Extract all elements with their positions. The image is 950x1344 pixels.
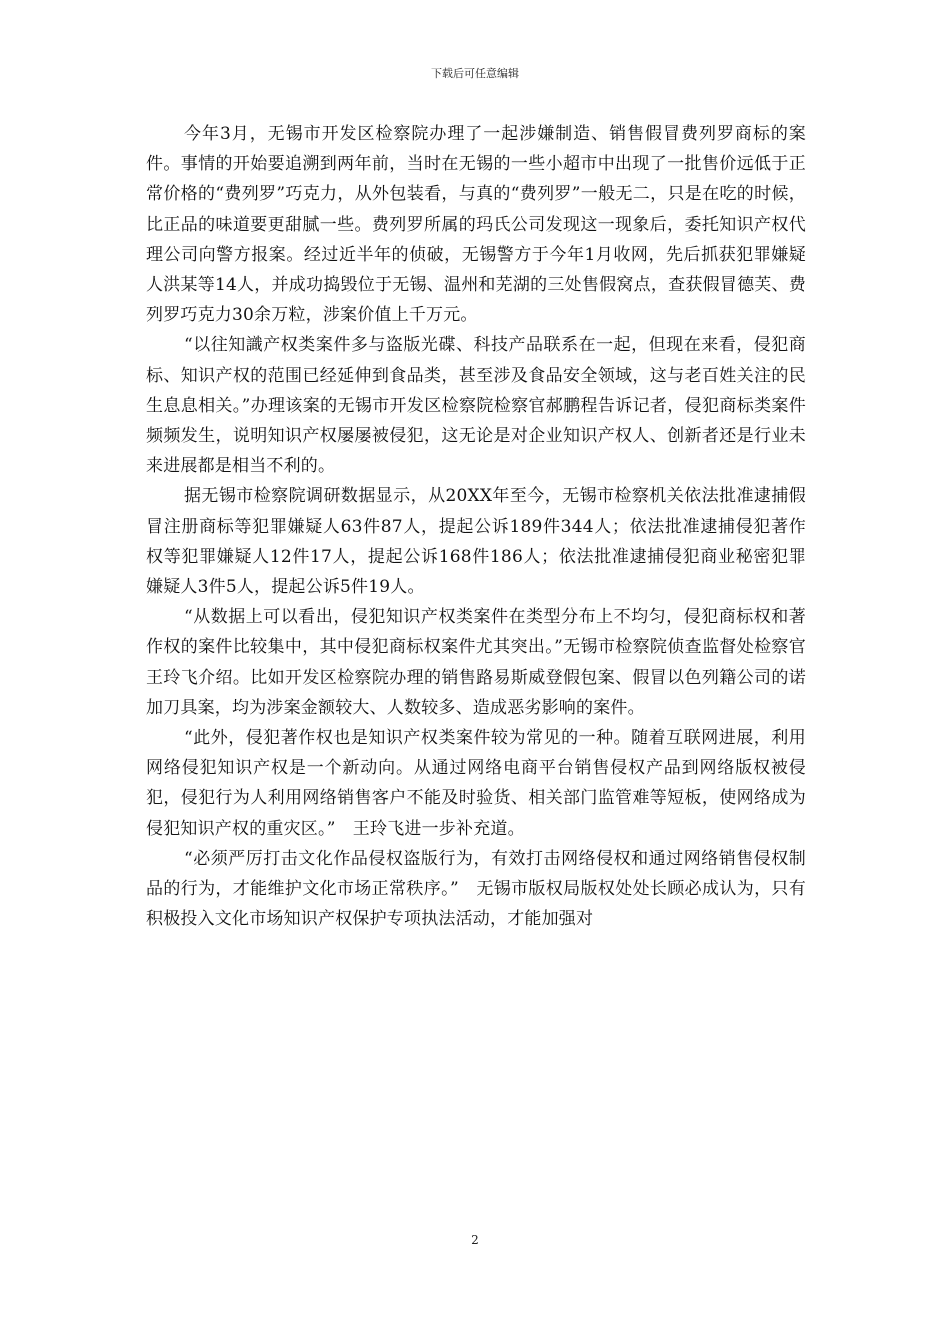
paragraph-6: “必须严厉打击文化作品侵权盗版行为，有效打击网络侵权和通过网络销售侵权制品的行为，才能维护文化市场正常秩序。” 无锡市版权局版权处处长顾必成认为，只有积极投入文化市场知识产权保护专项执法活动，才能加强对: [146, 848, 806, 930]
paragraph-4: “从数据上可以看出，侵犯知识产权类案件在类型分布上不均匀，侵犯商标权和著作权的案件比较集中，其中侵犯商标权案件尤其突出。”无锡市检察院侦查监督处检察官王玲飞介绍。比如开发区检察院办理的销售路易斯威登假包案、假冒以色列籍公司的诺加刀具案，均为涉案金额较大、人数较多、造成恶劣影响的案件。: [146, 607, 806, 718]
paragraph-3: 据无锡市检察院调研数据显示，从20XX年至今，无锡市检察机关依法批准逮捕假冒注册商标等犯罪嫌疑人63件87人，提起公诉189件344人；依法批准逮捕侵犯著作权等犯罪嫌疑人12件17人，提起公诉168件186人；依法批准逮捕侵犯商业秘密犯罪嫌疑人3件5人，提起公诉5件19人。: [146, 486, 806, 598]
page-number: 2: [471, 1233, 479, 1247]
page-header-note: 下载后可任意编辑: [431, 67, 519, 80]
paragraph-5: “此外，侵犯著作权也是知识产权类案件较为常见的一种。随着互联网进展，利用网络侵犯知识产权是一个新动向。从通过网络电商平台销售侵权产品到网络版权被侵犯，侵犯行为人利用网络销售客户不能及时验货、相关部门监管难等短板，使网络成为侵犯知识产权的重灾区。” 王玲飞进一步补充道。: [146, 728, 806, 839]
paragraph-2: “以往知識产权类案件多与盗版光碟、科技产品联系在一起，但现在来看，侵犯商标、知识产权的范围已经延伸到食品类，甚至涉及食品安全领域，这与老百姓关注的民生息息相关。”办理该案的无锡市开发区检察院检察官郝鹏程告诉记者，侵犯商标类案件频频发生，说明知识产权屡屡被侵犯，这无论是对企业知识产权人、创新者还是行业未来进展都是相当不利的。: [146, 335, 806, 477]
article-body: [146, 119, 806, 934]
paragraph-1: 今年3月，无锡市开发区检察院办理了一起涉嫌制造、销售假冒费列罗商标的案件。事情的开始要追溯到两年前，当时在无锡的一些小超市中出现了一批售价远低于正常价格的“费列罗”巧克力，从外包装看，与真的“费列罗”一般无二，只是在吃的时候，比正品的味道要更甜腻一些。费列罗所属的玛氏公司发现这一现象后，委托知识产权代理公司向警方报案。经过近半年的侦破，无锡警方于今年1月收网，先后抓获犯罪嫌疑人洪某等14人，并成功捣毁位于无锡、温州和芜湖的三处售假窝点，查获假冒德芙、费列罗巧克力30余万粒，涉案价值上千万元。: [146, 124, 806, 326]
